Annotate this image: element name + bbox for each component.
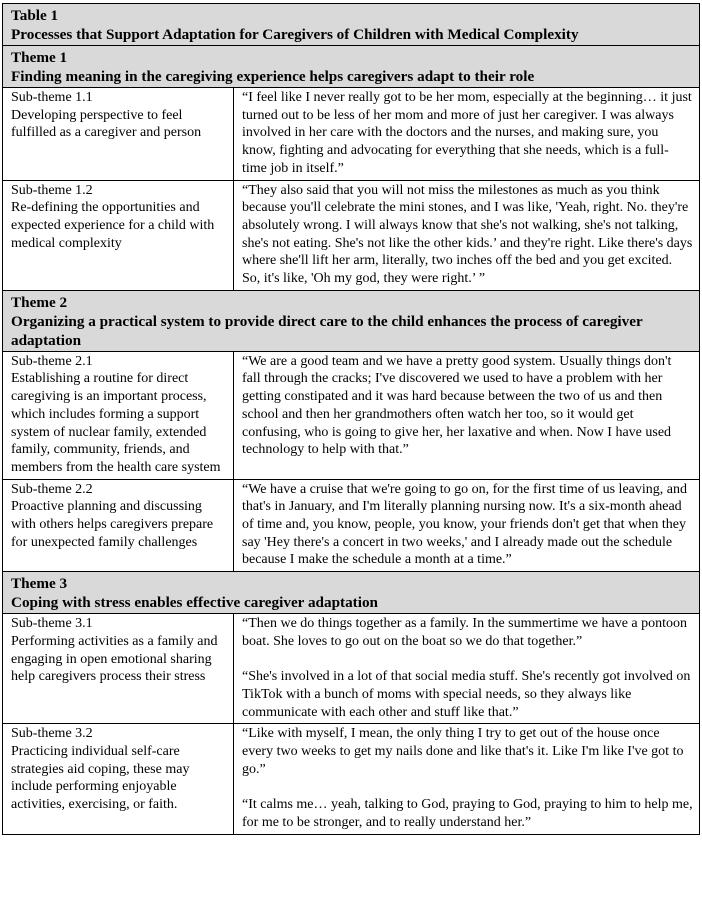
subtheme-label: Sub-theme 1.2	[11, 182, 93, 198]
theme-title: Organizing a practical system to provide direct care to the child enhances the process of caregiver adaptation	[11, 312, 643, 349]
subtheme-row	[3, 88, 700, 181]
quote: “Like with myself, I mean, the only thing I try to get out of the house once every two weeks to get my nails done and like that's it. Like I'm like I've got to go.”	[242, 726, 684, 777]
quote-cell	[234, 614, 700, 724]
quote-cell	[234, 88, 700, 181]
quote-cell	[234, 479, 700, 572]
quote-cell	[234, 351, 700, 479]
subtheme-description: Proactive planning and discussing with others helps caregivers prepare for unexpected family challenges	[11, 499, 214, 550]
subtheme-row	[3, 614, 700, 724]
subtheme-description: Developing perspective to feel fulfilled as a caregiver and person	[11, 107, 202, 141]
subtheme-row	[3, 180, 700, 290]
subtheme-cell	[3, 479, 234, 572]
theme-label: Theme 3	[11, 575, 68, 593]
subtheme-label: Sub-theme 2.2	[11, 481, 93, 497]
subtheme-cell	[3, 724, 234, 834]
theme-header-cell	[3, 572, 700, 614]
subtheme-cell	[3, 88, 234, 181]
quote: “I feel like I never really got to be her mom, especially at the beginning… it just turned out to be less of her mom and more of just her caregiver. I was always involved in her care with the doctors and the nurses, and making sure, you know, fighting and advocating for everything that she needs, which is a full-time job in itself.”	[242, 90, 692, 176]
subtheme-row	[3, 724, 700, 834]
subtheme-row	[3, 479, 700, 572]
subtheme-cell	[3, 180, 234, 290]
theme-header-row	[3, 572, 700, 614]
quote: “It calms me… yeah, talking to God, praying to God, praying to him to help me, for me to be stronger, and to really understand her.”	[242, 797, 693, 830]
quote: “She's involved in a lot of that social media stuff. She's recently got involved on TikTok with a bunch of moms with special needs, so they always like communicate with each other and stuff like that.”	[242, 669, 691, 720]
table-label: Table 1	[11, 7, 59, 24]
theme-label: Theme 2	[11, 293, 68, 311]
theme-header-row	[3, 46, 700, 88]
subtheme-label: Sub-theme 3.2	[11, 726, 93, 742]
subtheme-description: Establishing a routine for direct caregiving is an important process, which includes forming a support system of nuclear family, extended family, community, friends, and members from the health care system	[11, 371, 221, 475]
subtheme-description: Performing activities as a family and engaging in open emotional sharing help caregivers process their stress	[11, 633, 218, 685]
subtheme-description: Re-defining the opportunities and expected experience for a child with medical complexity	[11, 200, 215, 251]
subtheme-label: Sub-theme 1.1	[11, 90, 93, 105]
themes-table	[2, 3, 700, 835]
table-title-cell	[3, 4, 700, 46]
subtheme-label: Sub-theme 2.1	[11, 353, 93, 369]
quote: “We are a good team and we have a pretty good system. Usually things don't fall through the cracks; I've discovered we used to have a problem with her getting constipated and it was hard because between the two of us and then school and then her grandmothers often watch her too, so it would get confusing, who is going to give her, her laxative and when. Now I have used technology to help with that.”	[242, 353, 672, 458]
subtheme-description: Practicing individual self-care strategies aid coping, these may include performing enjoyable activities, exercising, or faith.	[11, 744, 190, 813]
theme-header-cell	[3, 290, 700, 351]
subtheme-cell	[3, 614, 234, 724]
subtheme-row	[3, 351, 700, 479]
theme-title: Finding meaning in the caregiving experience helps caregivers adapt to their role	[11, 68, 535, 85]
theme-header-cell	[3, 46, 700, 88]
theme-header-row	[3, 290, 700, 351]
theme-label: Theme 1	[11, 49, 68, 66]
table-title-row	[3, 4, 700, 46]
quote-cell	[234, 180, 700, 290]
quote: “They also said that you will not miss the milestones as much as you think because you'll celebrate the mini stones, and I was like, 'Yeah, right. No. they're absolutely wrong. I will always know that she's not walking, she's not talking, she's not eating. She's not like the other kids.’ and they're right. Like there's days where she'll lift her arm, literally, two inches off the bed and you get excited. So, it's like, 'Oh my god, they were right.’ ”	[242, 182, 693, 287]
subtheme-label: Sub-theme 3.1	[11, 616, 93, 632]
subtheme-cell	[3, 351, 234, 479]
theme-title: Coping with stress enables effective caregiver adaptation	[11, 594, 378, 612]
quote: “We have a cruise that we're going to go on, for the first time of us leaving, and that's in January, and I'm literally planning nursing now. It's a six-month ahead of time and, you know, people, you know, your friends don't get that when they say 'Hey there's a concert in two weeks,' and I already made out the schedule because I make the schedule a month at a time.”	[242, 481, 687, 568]
quote-cell	[234, 724, 700, 834]
table-title: Processes that Support Adaptation for Caregivers of Children with Medical Complexity	[11, 26, 579, 43]
quote: “Then we do things together as a family. In the summertime we have a pontoon boat. She loves to go out on the boat so we do that together.”	[242, 616, 688, 649]
